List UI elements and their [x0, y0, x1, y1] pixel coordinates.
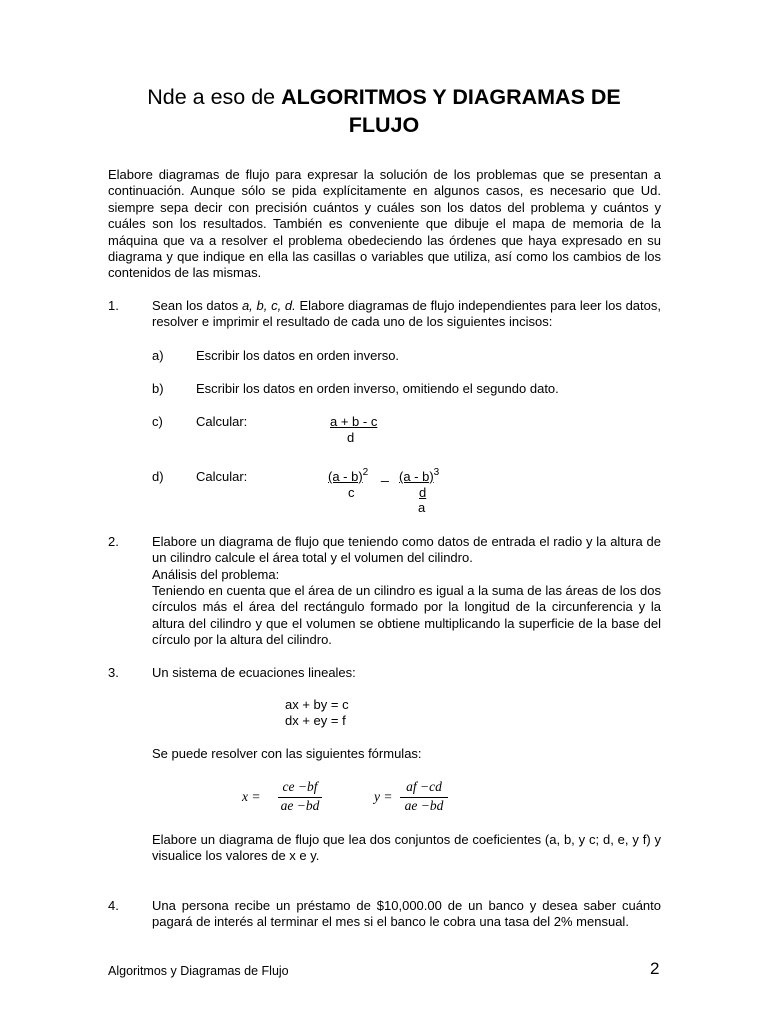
item-d-text: Calcular:	[196, 469, 248, 484]
problem-1-text-b: Elabore diagramas de flujo independientes para leer los datos, resolver e imprimir el resultado de cada uno de los siguientes incisos:	[152, 298, 661, 330]
problem-1-vars: a, b, c, d.	[241, 298, 296, 313]
problem-4-number: 4.	[108, 898, 119, 913]
equation-2: dx + ey = f	[285, 713, 346, 728]
formula-x-num: ce −bf	[282, 779, 318, 794]
item-d-label: d)	[152, 469, 164, 484]
footer-text: Algoritmos y Diagramas de Flujo	[108, 964, 289, 978]
problem-2-analysis-label: Análisis del problema:	[152, 567, 280, 582]
formula-y-num: af −cd	[406, 779, 442, 794]
title-line1: ALGORITMOS Y DIAGRAMAS DE	[281, 85, 621, 109]
problem-3-text: Un sistema de ecuaciones lineales:	[152, 665, 356, 680]
item-d-term2	[399, 469, 439, 485]
item-d-term2-exp: 3	[433, 467, 440, 478]
title-prefix: Nde a eso de	[147, 85, 282, 109]
item-d-term1-exp: 2	[362, 467, 369, 478]
item-b-text: Escribir los datos en orden inverso, omitiendo el segundo dato.	[196, 381, 559, 396]
problem-1-text-a: Sean los datos	[152, 298, 242, 313]
page-number: 2	[650, 959, 660, 978]
item-a-text: Escribir los datos en orden inverso.	[196, 348, 400, 363]
item-d-term2-num: (a - b)	[399, 469, 434, 484]
problem-3-number: 3.	[108, 665, 119, 680]
item-c-numerator: a + b - c	[330, 414, 378, 429]
formula-x-lhs: x =	[242, 789, 261, 804]
formula-y-lhs: y =	[374, 789, 393, 804]
formula-y-den: ae −bd	[400, 797, 448, 814]
item-d-term2-den: a	[418, 500, 426, 515]
item-c-denominator: d	[347, 430, 355, 445]
formula-x-den: ae −bd	[278, 797, 322, 814]
item-c-text: Calcular:	[196, 414, 248, 429]
title-line2: FLUJO	[348, 113, 420, 137]
item-d-term1	[328, 469, 368, 485]
item-d-term1-den: c	[348, 485, 355, 500]
problem-2-analysis: Teniendo en cuenta que el área de un cilindro es igual a la suma de las áreas de los dos círculos más el área del rectángulo formado por la longitud de la circunferencia y la altura del cilindro y que el volumen se obtiene multiplicando la superficie de la base del círculo por la altura del cilindro.	[152, 583, 661, 648]
item-d-term2-mid: d	[419, 485, 427, 500]
page-title	[100, 83, 668, 139]
item-a-label: a)	[152, 348, 164, 363]
item-b-label: b)	[152, 381, 164, 396]
problem-3-closing: Elabore un diagrama de flujo que lea dos conjuntos de coeficientes (a, b, y c; d, e, y f) y visualice los valores de x e y.	[152, 832, 661, 864]
item-d-term1-num: (a - b)	[328, 469, 363, 484]
problem-4-text: Una persona recibe un préstamo de $10,000.00 de un banco y desea saber cuánto pagará de interés al terminar el mes si el banco le cobra una tasa del 2% mensual.	[152, 898, 661, 930]
problem-2-number: 2.	[108, 534, 119, 549]
problem-1-text	[152, 298, 661, 331]
formulas-intro: Se puede resolver con las siguientes fórmulas:	[152, 746, 422, 761]
equation-1: ax + by = c	[285, 697, 349, 712]
intro-paragraph: Elabore diagramas de flujo para expresar la solución de los problemas que se presentan a continuación. Aunque sólo se pida explícitamente en algunos casos, es necesario que Ud. siempre sepa decir con precisión cuántos y cuáles son los datos del problema y cuántos y cuáles son los resultados. También es conveniente que dibuje el mapa de memoria de la máquina que va a resolver el problema obedeciendo las órdenes que haya expresado en su diagrama y que indique en ella las casillas o variables que utiliza, así como los cambios de los contenidos de las mismas.	[108, 167, 661, 281]
problem-2-text: Elabore un diagrama de flujo que teniendo como datos de entrada el radio y la altura de un cilindro calcule el área total y el volumen del cilindro.	[152, 534, 661, 566]
problem-1-number: 1.	[108, 298, 119, 313]
item-c-label: c)	[152, 414, 163, 429]
item-d-operator: _	[381, 466, 389, 482]
